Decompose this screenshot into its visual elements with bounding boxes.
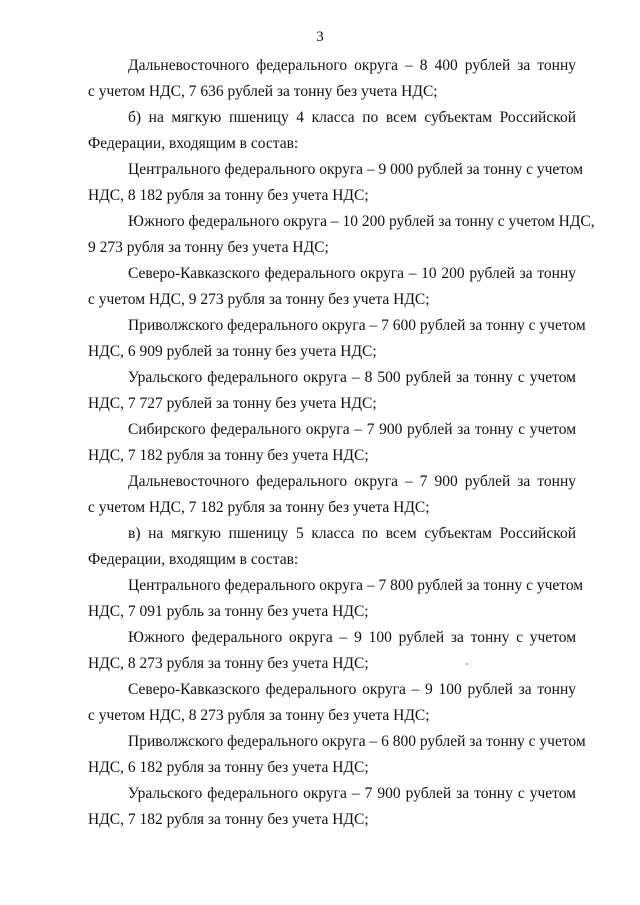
paragraph bbox=[88, 157, 584, 209]
paragraph-line: НДС, 6 909 рублей за тонну без учета НДС; bbox=[88, 343, 377, 360]
paragraph-line: Сибирского федерального округа – 7 900 рублей за тонну с учетом bbox=[128, 421, 576, 438]
paragraph-line: НДС, 7 182 рубля за тонну без учета НДС; bbox=[88, 447, 369, 464]
paragraph bbox=[88, 521, 576, 573]
paragraph bbox=[88, 781, 576, 833]
paragraph bbox=[88, 53, 576, 105]
paragraph bbox=[88, 469, 576, 521]
paragraph-line: НДС, 8 273 рубля за тонну без учета НДС; bbox=[88, 655, 369, 672]
paragraph-line: Центрального федерального округа – 9 000 рублей за тонну с учетом bbox=[128, 161, 584, 178]
paragraph-line: НДС, 7 182 рубля за тонну без учета НДС; bbox=[88, 811, 369, 828]
paragraph bbox=[88, 677, 576, 729]
paragraph-line: с учетом НДС, 8 273 рубля за тонну без учета НДС; bbox=[88, 707, 430, 724]
paragraph-line: с учетом НДС, 7 182 рубля за тонну без учета НДС; bbox=[88, 499, 430, 516]
paragraph bbox=[88, 261, 576, 313]
paragraph-line: Уральского федерального округа – 7 900 рублей за тонну с учетом bbox=[128, 785, 576, 802]
paragraph-line: НДС, 7 727 рублей за тонну без учета НДС; bbox=[88, 395, 377, 412]
paragraph bbox=[88, 105, 576, 157]
paragraph-line: Дальневосточного федерального округа – 8 400 рублей за тонну bbox=[128, 57, 576, 74]
paragraph bbox=[88, 625, 576, 677]
paragraph bbox=[88, 209, 595, 261]
paragraph-line: Приволжского федерального округа – 7 600 рублей за тонну с учетом bbox=[128, 317, 586, 334]
page-number: 3 bbox=[316, 29, 324, 45]
paragraph-line: Приволжского федерального округа – 6 800 рублей за тонну с учетом bbox=[128, 733, 586, 750]
document-body bbox=[88, 53, 595, 833]
paragraph-line: в) на мягкую пшеницу 5 класса по всем субъектам Российской bbox=[128, 525, 576, 542]
paragraph-line: Центрального федерального округа – 7 800 рублей за тонну с учетом bbox=[128, 577, 584, 594]
paragraph-line: с учетом НДС, 9 273 рубля за тонну без учета НДС; bbox=[88, 291, 430, 308]
paragraph bbox=[88, 313, 586, 365]
paragraph-line: Северо-Кавказского федерального округа – 10 200 рублей за тонну bbox=[128, 265, 576, 282]
paragraph-line: Дальневосточного федерального округа – 7 900 рублей за тонну bbox=[128, 473, 576, 490]
paragraph-line: НДС, 8 182 рубля за тонну без учета НДС; bbox=[88, 187, 369, 204]
paragraph bbox=[88, 729, 586, 781]
paragraph-line: НДС, 6 182 рубля за тонну без учета НДС; bbox=[88, 759, 369, 776]
paragraph-line: Южного федерального округа – 9 100 рублей за тонну с учетом bbox=[128, 629, 576, 646]
paragraph-line: Федерации, входящим в состав: bbox=[88, 551, 299, 568]
paragraph-line: Северо-Кавказского федерального округа – 9 100 рублей за тонну bbox=[128, 681, 576, 698]
paragraph-line: с учетом НДС, 7 636 рублей за тонну без учета НДС; bbox=[88, 83, 438, 100]
paragraph-line: 9 273 рубля за тонну без учета НДС; bbox=[88, 239, 329, 256]
paragraph-line: Уральского федерального округа – 8 500 рублей за тонну с учетом bbox=[128, 369, 576, 386]
paragraph bbox=[88, 573, 584, 625]
scan-speck bbox=[466, 663, 468, 665]
paragraph bbox=[88, 417, 576, 469]
paragraph-line: б) на мягкую пшеницу 4 класса по всем субъектам Российской bbox=[128, 109, 576, 126]
paragraph-line: Федерации, входящим в состав: bbox=[88, 135, 299, 152]
paragraph-line: Южного федерального округа – 10 200 рублей за тонну с учетом НДС, bbox=[128, 213, 595, 230]
paragraph-line: НДС, 7 091 рубль за тонну без учета НДС; bbox=[88, 603, 369, 620]
paragraph bbox=[88, 365, 576, 417]
